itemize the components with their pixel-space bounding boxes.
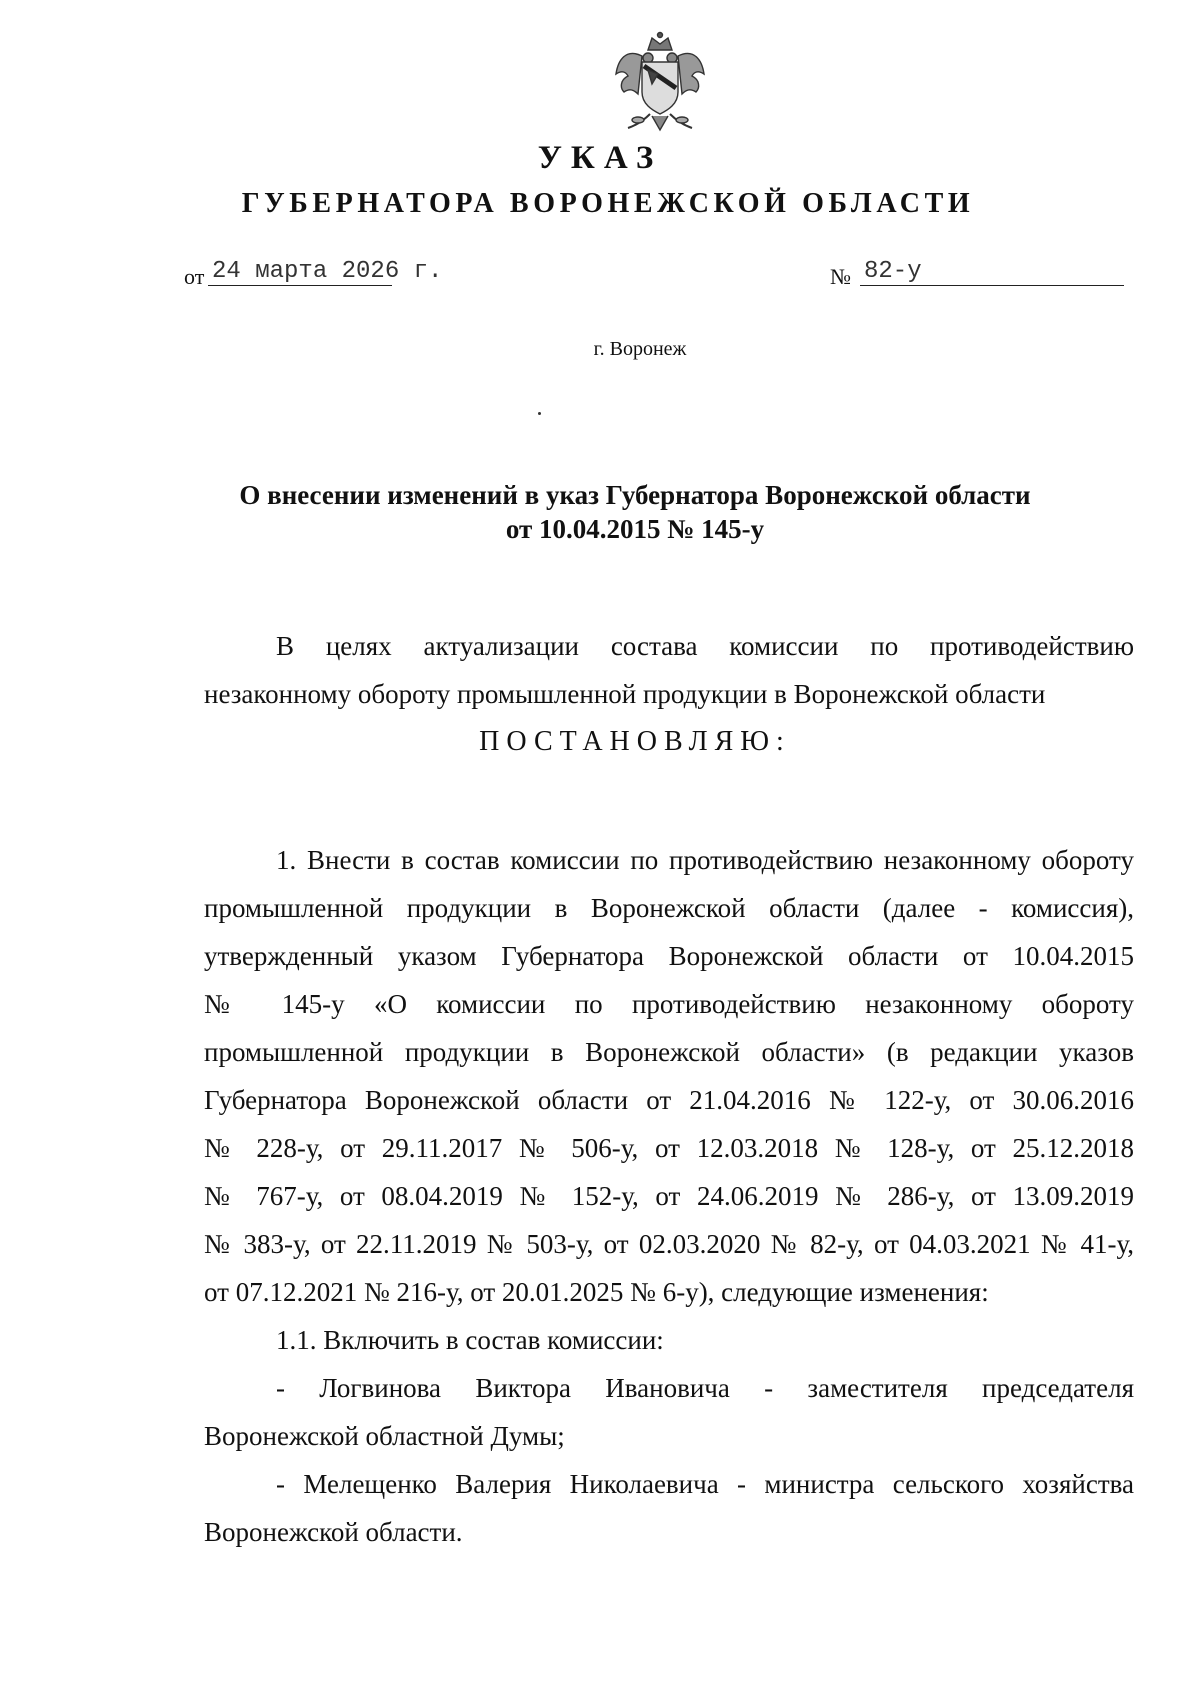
member-2-line: - Мелещенко Валерия Николаевича - министра сельского хозяйства (276, 1469, 1134, 1499)
stray-dot (538, 412, 541, 415)
coat-of-arms-emblem (612, 30, 708, 134)
title-line: О внесении изменений в указ Губернатора Воронежской области (239, 480, 1031, 510)
decree-body (204, 836, 1134, 1556)
decree-date: 24 марта 2026 г. (212, 258, 443, 285)
member-1-line: - Логвинова Виктора Ивановича - заместителя председателя (276, 1373, 1134, 1403)
city-name: г. Воронеж (593, 338, 687, 360)
date-number-row (184, 252, 1144, 292)
preamble (204, 622, 1134, 718)
decree-word: ПОСТАНОВЛЯЮ: (479, 726, 791, 757)
item-1-line: промышленной продукции в Воронежской области» (в редакции указов (204, 1037, 1134, 1067)
item-1-line: от 07.12.2021 № 216-у, от 20.01.2025 № 6-у), следующие изменения: (204, 1277, 989, 1307)
item-1-line: № 767-у, от 08.04.2019 № 152-у, от 24.06.2019 № 286-у, от 13.09.2019 (204, 1181, 1134, 1211)
item-1-line: № 228-у, от 29.11.2017 № 506-у, от 12.03.2018 № 128-у, от 25.12.2018 (204, 1133, 1134, 1163)
item-1-line: 1. Внести в состав комиссии по противодействию незаконному обороту (276, 845, 1134, 875)
item-1-line: № 145-у «О комиссии по противодействию незаконному обороту (204, 989, 1134, 1019)
member-1-line: Воронежской областной Думы; (204, 1421, 565, 1451)
decree-number: 82-у (864, 258, 922, 285)
number-prefix: № (830, 264, 851, 289)
preamble-line: незаконному обороту промышленной продукции в Воронежской области (204, 679, 1046, 709)
issuer-heading: ГУБЕРНАТОРА ВОРОНЕЖСКОЙ ОБЛАСТИ (241, 188, 975, 219)
number-underline (860, 285, 1124, 286)
item-1-1: 1.1. Включить в состав комиссии: (276, 1325, 664, 1355)
date-underline (208, 285, 392, 286)
title-line: от 10.04.2015 № 145-у (505, 514, 765, 544)
document-type-heading: УКАЗ (537, 140, 663, 176)
item-1-line: промышленной продукции в Воронежской области (далее - комиссия), (204, 893, 1134, 923)
decree-title (0, 478, 1200, 546)
item-1-line: № 383-у, от 22.11.2019 № 503-у, от 02.03.2020 № 82-у, от 04.03.2021 № 41-у, (204, 1229, 1134, 1259)
preamble-line: В целях актуализации состава комиссии по противодействию (276, 631, 1134, 661)
date-prefix: от (184, 264, 205, 289)
item-1-line: Губернатора Воронежской области от 21.04.2016 № 122-у, от 30.06.2016 (204, 1085, 1134, 1115)
member-2-line: Воронежской области. (204, 1517, 463, 1547)
item-1-line: утвержденный указом Губернатора Воронежской области от 10.04.2015 (204, 941, 1134, 971)
